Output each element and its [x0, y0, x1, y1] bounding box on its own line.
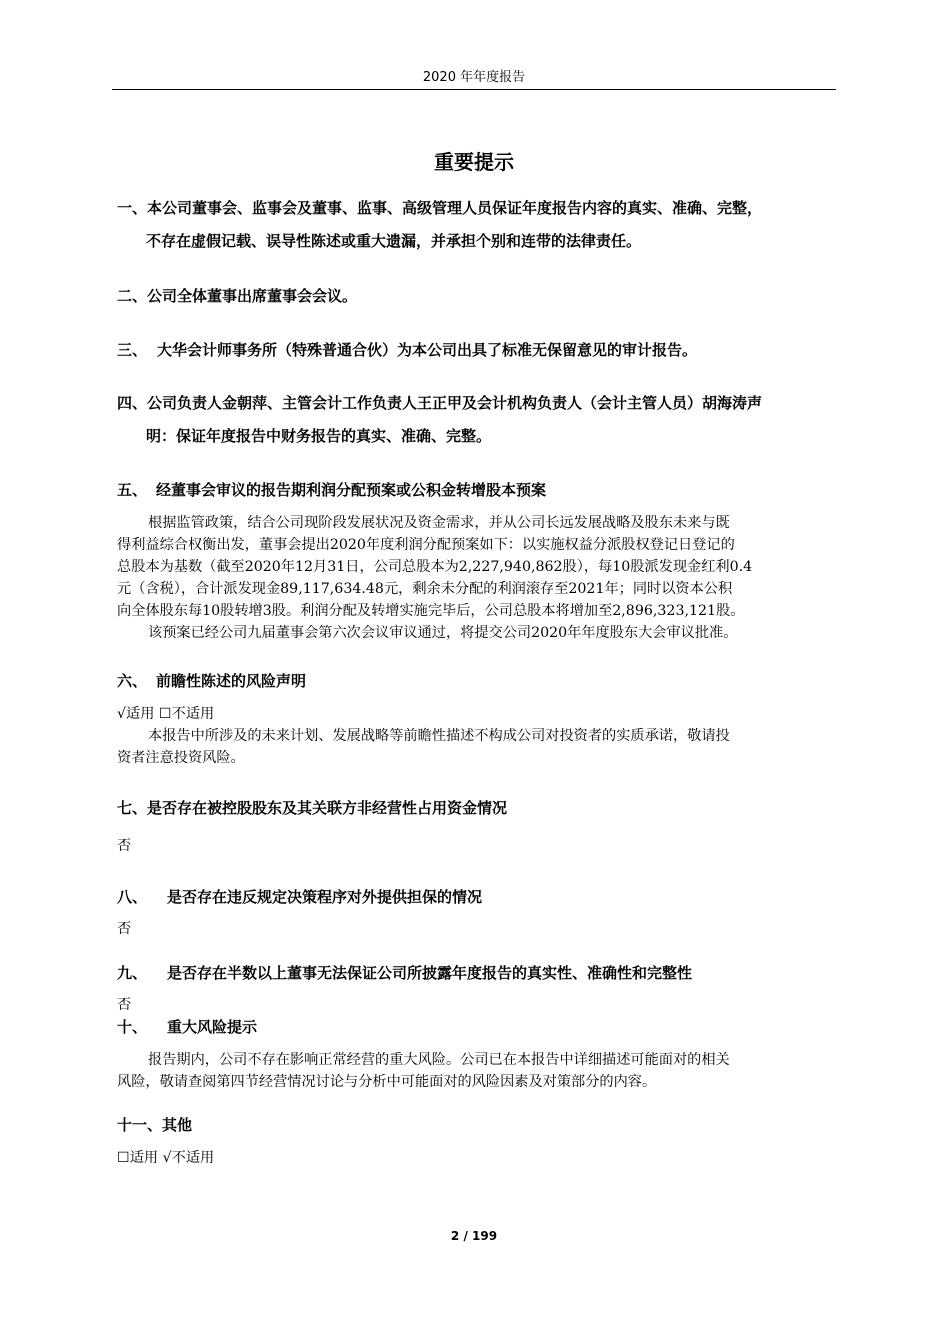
section-1-line-1: 一、本公司董事会、监事会及董事、监事、高级管理人员保证年度报告内容的真实、准确、完整， — [117, 199, 763, 217]
section-4-line-1: 四、公司负责人金朝萍、主管会计工作负责人王正甲及会计机构负责人（会计主管人员）胡海涛声 — [117, 394, 763, 412]
section-5-title: 经董事会审议的报告期利润分配预案或公积金转增股本预案 — [156, 481, 547, 499]
section-10-heading — [117, 1017, 257, 1037]
section-5-paragraph-line: 得利益综合权衡出发，董事会提出2020年度利润分配预案如下：以实施权益分派股权登记日登记的 — [117, 537, 735, 553]
section-9-answer: 否 — [117, 997, 132, 1013]
section-5-paragraph-line: 元（含税），合计派发现金89,117,634.48元，剩余未分配的利润滚存至2021年；同时以资本公积 — [117, 581, 733, 597]
section-10-number: 十、 — [117, 1018, 148, 1036]
section-5-paragraph-line: 向全体股东每10股转增3股。利润分配及转增实施完毕后，公司总股本将增加至2,896,323,121股。 — [117, 603, 745, 619]
section-8-heading — [117, 887, 482, 907]
page-header: 2020 年年度报告 — [422, 70, 526, 85]
section-8-answer: 否 — [117, 921, 132, 937]
section-5-heading — [117, 480, 546, 500]
section-5-number: 五、 — [117, 481, 148, 499]
section-9-number: 九、 — [117, 964, 148, 982]
section-2: 二、公司全体董事出席董事会会议。 — [117, 287, 358, 305]
section-5-paragraph-line: 总股本为基数（截至2020年12月31日，公司总股本为2,227,940,862股），每10股派发现金红利0.4 — [117, 559, 753, 575]
page-title: 重要提示 — [434, 150, 514, 174]
section-1-line-2: 不存在虚假记载、误导性陈述或重大遗漏，并承担个别和连带的法律责任。 — [146, 232, 642, 250]
section-3-text: 大华会计师事务所（特殊普通合伙）为本公司出具了标准无保留意见的审计报告。 — [157, 341, 698, 359]
section-6-heading — [117, 671, 306, 691]
section-10-paragraph-line: 风险，敬请查阅第四节经营情况讨论与分析中可能面对的风险因素及对策部分的内容。 — [117, 1074, 657, 1090]
section-4-line-2: 明：保证年度报告中财务报告的真实、准确、完整。 — [146, 427, 492, 445]
section-5-paragraph-line: 根据监管政策，结合公司现阶段发展状况及资金需求，并从公司长远发展战略及股东未来与既 — [148, 515, 730, 531]
section-8-number: 八、 — [117, 888, 148, 906]
section-9-heading — [117, 963, 692, 983]
section-6-paragraph-line: 本报告中所涉及的未来计划、发展战略等前瞻性描述不构成公司对投资者的实质承诺，敬请投 — [148, 728, 730, 744]
section-3-number: 三、 — [117, 341, 148, 359]
section-7-title: 七、是否存在被控股股东及其关联方非经营性占用资金情况 — [117, 799, 508, 817]
section-10-title: 重大风险提示 — [167, 1018, 258, 1036]
section-6-applicability: √适用 ☐不适用 — [117, 706, 215, 722]
section-5-paragraph-line: 该预案已经公司九届董事会第六次会议审议通过，将提交公司2020年年度股东大会审议批准。 — [148, 625, 738, 641]
section-3 — [117, 340, 697, 360]
section-11-applicability: ☐适用 √不适用 — [117, 1150, 215, 1166]
page-number: 2 / 199 — [450, 1229, 498, 1243]
section-10-paragraph-line: 报告期内，公司不存在影响正常经营的重大风险。公司已在本报告中详细描述可能面对的相关 — [148, 1052, 730, 1068]
section-6-title: 前瞻性陈述的风险声明 — [156, 672, 307, 690]
section-11-title: 十一、其他 — [117, 1116, 193, 1134]
section-8-title: 是否存在违反规定决策程序对外提供担保的情况 — [167, 888, 483, 906]
section-7-answer: 否 — [117, 838, 132, 854]
section-9-title: 是否存在半数以上董事无法保证公司所披露年度报告的真实性、准确性和完整性 — [167, 964, 693, 982]
header-rule — [112, 89, 836, 90]
section-6-number: 六、 — [117, 672, 148, 690]
section-6-paragraph-line: 资者注意投资风险。 — [117, 750, 245, 766]
